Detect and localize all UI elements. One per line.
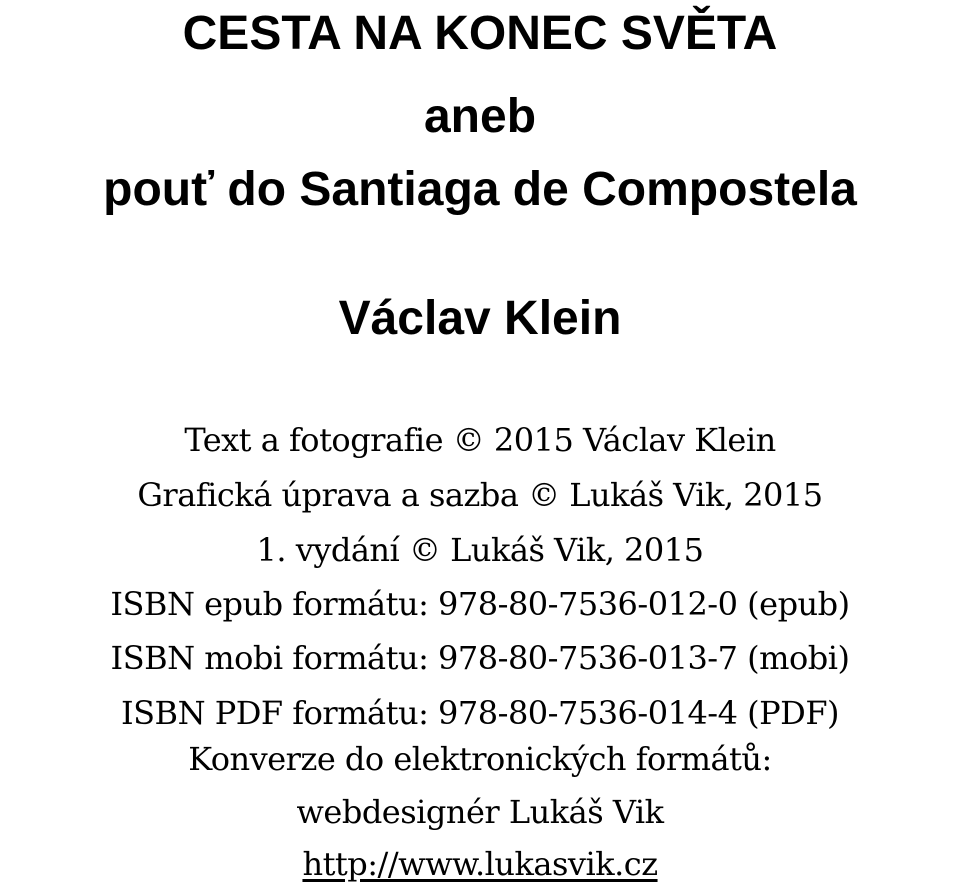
imprint-copyright-text: Text a fotografie © 2015 Václav Klein — [184, 421, 776, 459]
website-link[interactable]: http://www.lukasvik.cz — [302, 845, 658, 883]
website-link-wrapper — [0, 845, 960, 883]
imprint-isbn-pdf: ISBN PDF formátu: 978-80-7536-014-4 (PDF) — [120, 694, 839, 732]
imprint-conversion: Konverze do elektronických formátů: — [188, 740, 772, 778]
imprint-isbn-epub: ISBN epub formátu: 978-80-7536-012-0 (epub) — [110, 585, 850, 623]
imprint-isbn-mobi: ISBN mobi formátu: 978-80-7536-013-7 (mobi) — [110, 639, 850, 677]
title-line-3: pouť do Santiaga de Compostela — [103, 163, 857, 216]
title-line-2: aneb — [423, 90, 537, 143]
imprint-copyright-design: Grafická úprava a sazba © Lukáš Vik, 2015 — [137, 476, 823, 514]
title-line-1: CESTA NA KONEC SVĚTA — [182, 7, 778, 60]
author-name: Václav Klein — [338, 292, 622, 345]
imprint-designer: webdesignér Lukáš Vik — [296, 793, 664, 831]
imprint-edition: 1. vydání © Lukáš Vik, 2015 — [256, 531, 704, 569]
